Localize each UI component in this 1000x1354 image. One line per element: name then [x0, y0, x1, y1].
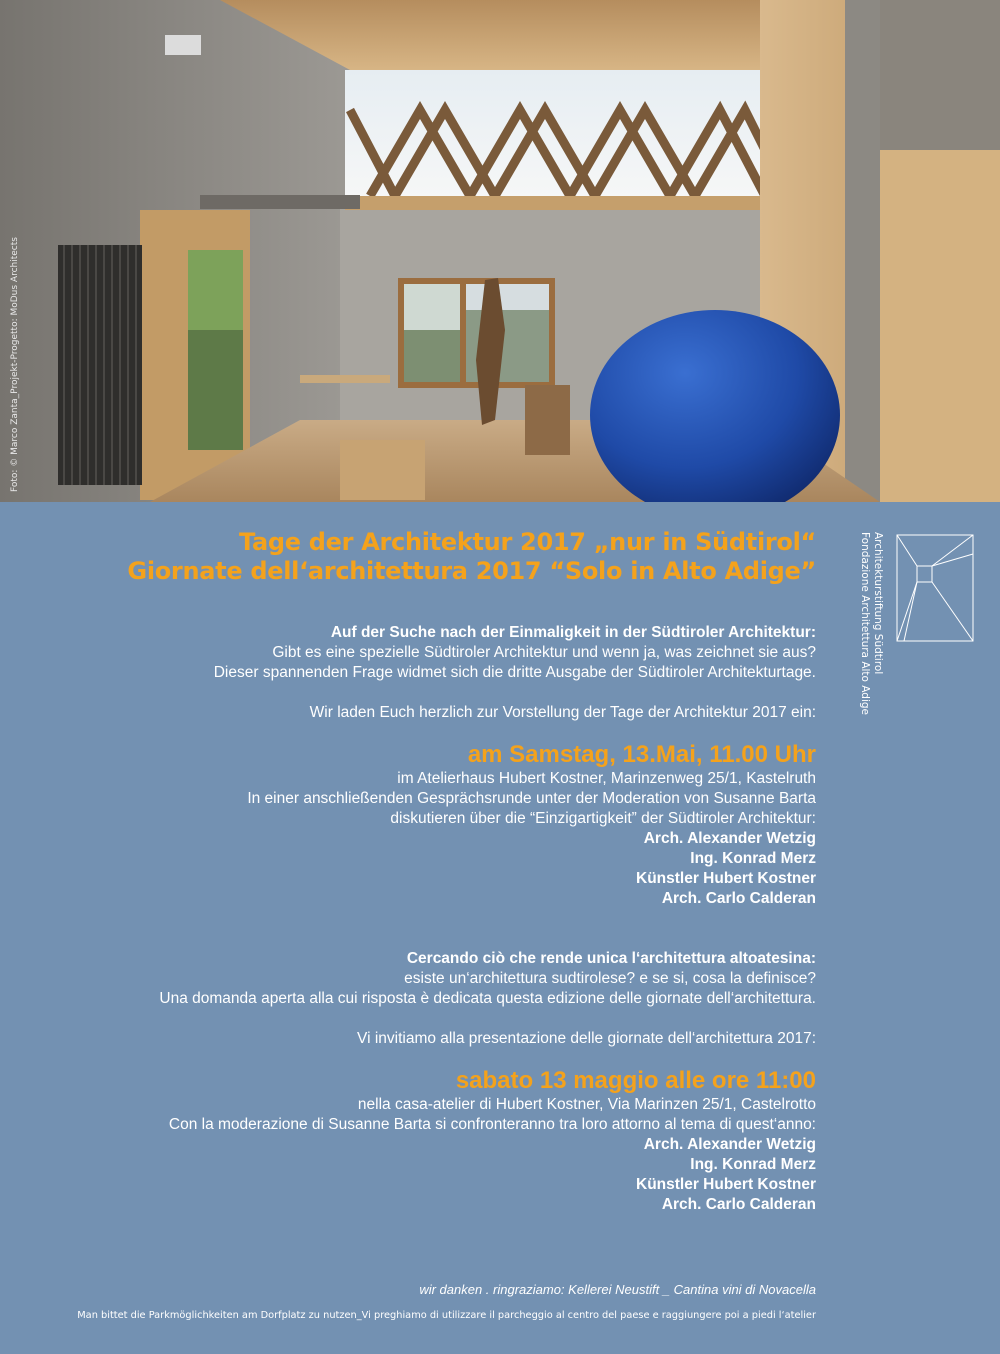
italian-speaker: Ing. Konrad Merz — [690, 1156, 816, 1173]
italian-heading: Cercando ciò che rende unica l‘architettura altoatesina: — [406, 950, 816, 967]
italian-speaker: Arch. Carlo Calderan — [661, 1196, 816, 1213]
german-line-1: Gibt es eine spezielle Südtiroler Architektur und wenn ja, was zeichnet sie aus? — [272, 644, 816, 661]
italian-discussion: Con la moderazione di Susanne Barta si confronteranno tra loro attorno al tema di quest‘anno: — [168, 1116, 816, 1133]
german-line-2: Dieser spannenden Frage widmet sich die dritte Ausgabe der Südtiroler Architekturtage. — [213, 664, 816, 681]
german-invite: Wir laden Euch herzlich zur Vorstellung der Tage der Architektur 2017 ein: — [309, 704, 816, 721]
foundation-logo-icon — [896, 534, 974, 642]
foundation-name — [858, 532, 884, 715]
photo-credit: Foto: © Marco Zanta_Projekt-Progetto: MoDus Architects — [10, 237, 20, 492]
sponsor-thanks: wir danken . ringraziamo: Kellerei Neustift _ Cantina vini di Novacella — [419, 1282, 816, 1297]
german-discussion-1: In einer anschließenden Gesprächsrunde unter der Moderation von Susanne Barta — [247, 790, 816, 807]
italian-date: sabato 13 maggio alle ore 11:00 — [455, 1067, 816, 1094]
italian-line-1: esiste un‘architettura sudtirolese? e se si, cosa la definisce? — [404, 970, 816, 987]
italian-line-2: Una domanda aperta alla cui risposta è dedicata questa edizione delle giornate dell‘architettura. — [159, 990, 816, 1007]
italian-speaker: Künstler Hubert Kostner — [636, 1176, 816, 1193]
title-de: Tage der Architektur 2017 „nur in Südtirol“ — [239, 528, 816, 556]
italian-speaker: Arch. Alexander Wetzig — [643, 1136, 816, 1153]
german-discussion-2: diskutieren über die “Einzigartigkeit” der Südtiroler Architektur: — [390, 810, 816, 827]
german-speaker: Künstler Hubert Kostner — [636, 870, 816, 887]
main-text — [56, 528, 816, 1215]
german-speaker: Arch. Alexander Wetzig — [643, 830, 816, 847]
german-speaker: Arch. Carlo Calderan — [661, 890, 816, 907]
foundation-name-it: Fondazione Architettura Alto Adige — [859, 532, 871, 716]
german-place: im Atelierhaus Hubert Kostner, Marinzenweg 25/1, Kastelruth — [397, 770, 816, 787]
german-date: am Samstag, 13.Mai, 11.00 Uhr — [467, 741, 816, 768]
parking-note: Man bittet die Parkmöglichkeiten am Dorfplatz zu nutzen_Vi preghiamo di utilizzare il parcheggio al centro del paese e raggiungere poi a piedi l‘atelier — [77, 1310, 816, 1321]
title-it: Giornate dell‘architettura 2017 “Solo in Alto Adige” — [127, 557, 816, 585]
header-photo — [0, 0, 1000, 502]
italian-place: nella casa-atelier di Hubert Kostner, Via Marinzen 25/1, Castelrotto — [357, 1096, 816, 1113]
foundation-name-de: Architekturstiftung Südtirol — [872, 532, 884, 675]
italian-invite: Vi invitiamo alla presentazione delle giornate dell‘architettura 2017: — [357, 1030, 816, 1047]
german-speaker: Ing. Konrad Merz — [690, 850, 816, 867]
german-heading: Auf der Suche nach der Einmaligkeit in der Südtiroler Architektur: — [330, 624, 816, 641]
